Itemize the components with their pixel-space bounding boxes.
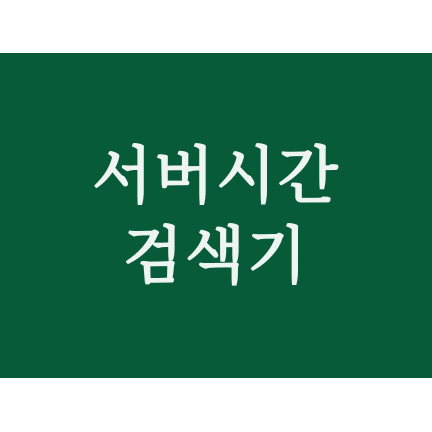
title-line-2: 검색기 bbox=[123, 218, 309, 292]
title-line-1: 서버시간 bbox=[92, 138, 340, 212]
title-banner bbox=[0, 53, 432, 378]
